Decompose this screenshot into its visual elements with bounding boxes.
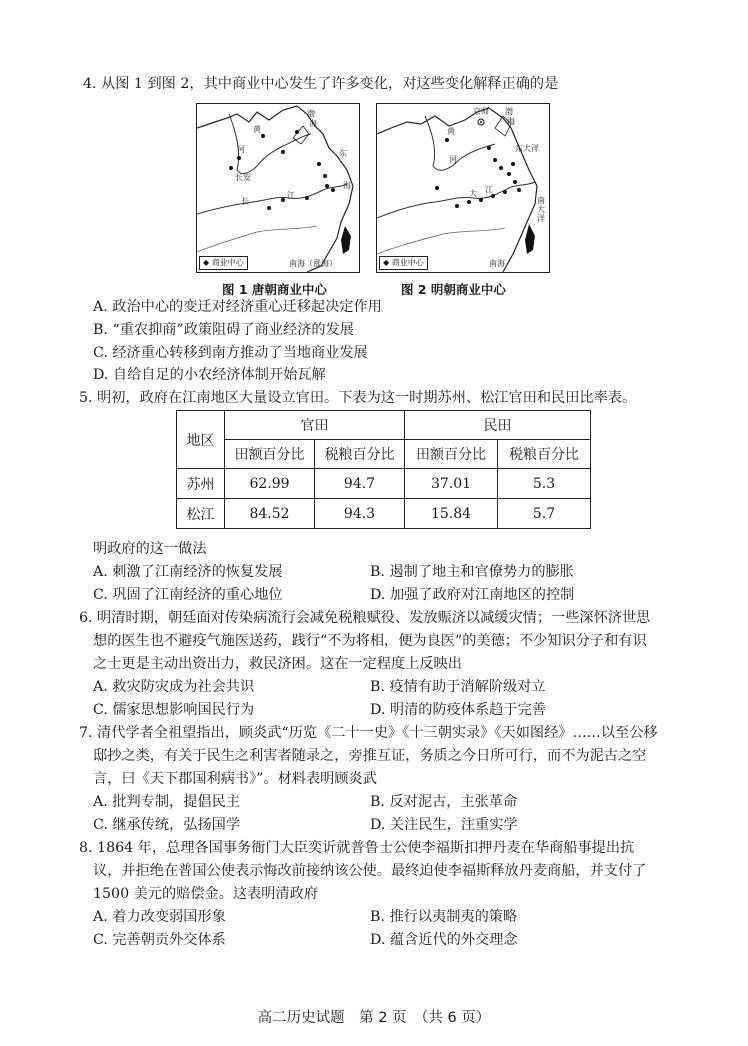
q5-header-civil: 民田 [405, 411, 591, 440]
map-tang-label-yellow: 黄 [253, 125, 261, 134]
q7-option-c: C. 继承传统，弘扬国学 [93, 817, 241, 833]
q5-subheader-civil-area: 田额百分比 [405, 440, 498, 469]
map-tang-label-eastsea: 海 [343, 181, 351, 190]
map-ming-label-haihai: 海 [507, 117, 515, 126]
map-ming-label-da: 大 [469, 189, 477, 198]
map-tang-label-river: 河 [237, 145, 245, 154]
map-ming-caption: 图 2 明朝商业中心 [401, 282, 506, 297]
map-ming-label-south: 南海 [489, 259, 505, 268]
q5-cell-official-tax: 94.7 [315, 469, 405, 499]
q5-option-a: A. 刺激了江南经济的恢复发展 [93, 564, 283, 580]
map-ming-drawing [377, 104, 549, 272]
map-ming-label-nandayang: 南大洋 [537, 196, 545, 223]
q6-line-2: 想的医生也不避疫气施医送药，践行“不为将相，便为良医”的美德；不少知识分子和有识 [93, 633, 647, 649]
q5-option-c: C. 巩固了江南经济的重心地位 [93, 587, 283, 603]
map-ming-label-yellow: 黄 [447, 127, 455, 136]
q5-cell-civil-tax: 5.7 [498, 499, 591, 529]
q5-table [176, 410, 591, 529]
q6-line-3: 之士更是主动出资出力，救民济困。这在一定程度上反映出 [93, 656, 462, 672]
q6-line-1: 6. 明清时期，朝廷面对传染病流行会减免税粮赋役、发放赈济以减缓灾情；一些深怀济世思 [79, 610, 651, 626]
map-ming-legend: ◆ 商业中心 [379, 256, 428, 270]
q5-cell-region: 松江 [177, 499, 225, 529]
q5-option-d: D. 加强了政府对江南地区的控制 [370, 587, 575, 603]
map-ming-label-river: 河 [449, 155, 457, 164]
q5-cell-region: 苏州 [177, 469, 225, 499]
q4-option-d: D. 自给自足的小农经济体制开始瓦解 [93, 367, 326, 383]
q8-option-b: B. 推行以夷制夷的策略 [370, 909, 518, 925]
map-tang-label-bohai: 渤 [307, 109, 315, 118]
q4-option-b: B. “重农抑商”政策阻碍了商业经济的发展 [93, 322, 354, 338]
q5-subheader-civil-tax: 税粮百分比 [498, 440, 591, 469]
q6-option-b: B. 疫情有助于消解阶级对立 [370, 679, 546, 695]
q4-option-c: C. 经济重心转移到南方推动了当地商业发展 [93, 345, 368, 361]
q8-option-d: D. 蕴含近代的外交理念 [370, 932, 518, 948]
q4-option-a: A. 政治中心的变迁对经济重心迁移起决定作用 [93, 299, 382, 315]
q7-option-a: A. 批判专制，提倡民主 [93, 794, 240, 810]
q8-line-3: 1500 美元的赔偿金。这表明清政府 [93, 886, 319, 902]
q5-header-region: 地区 [177, 411, 225, 469]
table-row [177, 469, 591, 499]
q5-subheader-official-tax: 税粮百分比 [315, 440, 405, 469]
q8-line-2: 议，并拒绝在普国公使表示悔改前接纳该公使。最终迫使李福斯释放丹麦商船，并支付了 [93, 863, 647, 879]
q5-cell-official-area: 84.52 [225, 499, 315, 529]
q7-line-1: 7. 清代学者全祖望指出，顾炎武“历览《二十一史》《十三朝实录》《天如图经》……以至公移 [79, 725, 658, 741]
q5-cell-official-tax: 94.3 [315, 499, 405, 529]
q6-option-c: C. 儒家思想影响国民行为 [93, 702, 255, 718]
q8-line-1: 8. 1864 年，总理各国事务衙门大臣奕䜣就普鲁士公使李福斯扣押丹麦在华商船事提出抗 [79, 840, 635, 856]
q6-option-a: A. 救灾防灾成为社会共识 [93, 679, 255, 695]
map-ming-label-jingshi: 京师 [473, 107, 489, 116]
q8-option-c: C. 完善朝贡外交体系 [93, 932, 226, 948]
q4-stem: 4. 从图 1 到图 2，其中商业中心发生了许多变化，对这些变化解释正确的是 [83, 76, 559, 92]
q5-stem: 5. 明初，政府在江南地区大量设立官田。下表为这一时期苏州、松江官田和民田比率表。 [79, 390, 637, 406]
map-tang-caption: 图 1 唐朝商业中心 [222, 282, 327, 297]
map-ming-label-dongdayang: 东大洋 [515, 144, 539, 153]
table-row [177, 499, 591, 529]
q5-header-official: 官田 [225, 411, 405, 440]
map-ming-label-bohai: 渤 [505, 107, 513, 116]
q8-option-a: A. 着力改变弱国形象 [93, 909, 226, 925]
q5-cell-civil-area: 15.84 [405, 499, 498, 529]
q5-cell-official-area: 62.99 [225, 469, 315, 499]
map-tang-drawing [197, 104, 359, 272]
map-ming [376, 103, 550, 273]
map-tang-label-changan: 长安 [235, 173, 251, 182]
q7-line-3: 言，曰《天下郡国利病书》”。材料表明顾炎武 [93, 771, 377, 787]
q5-prompt: 明政府的这一做法 [93, 541, 207, 557]
q6-option-d: D. 明清的防疫体系趋于完善 [370, 702, 546, 718]
q5-cell-civil-area: 37.01 [405, 469, 498, 499]
q7-option-d: D. 关注民生，注重实学 [370, 817, 518, 833]
q7-line-2: 邸抄之类，有关于民生之利害者随录之，旁推互证，务质之今日所可行，而不为泥古之空 [93, 748, 647, 764]
q5-option-b: B. 遏制了地主和官僚势力的膨胀 [370, 564, 574, 580]
map-tang-label-chang: 长 [241, 197, 249, 206]
map-tang [196, 103, 360, 273]
q5-subheader-official-area: 田额百分比 [225, 440, 315, 469]
map-tang-legend: ◆ 商业中心 [199, 256, 248, 270]
map-tang-label-jiang: 江 [287, 191, 295, 200]
map-tang-label-south: 南海（涨海） [289, 259, 337, 268]
map-ming-label-jiang: 江 [485, 185, 493, 194]
map-tang-label-east: 东 [339, 149, 347, 158]
map-tang-label-haihai: 海 [309, 119, 317, 128]
page-footer: 高二历史试题 第 2 页 （共 6 页） [257, 1010, 491, 1026]
q7-option-b: B. 反对泥古，主张革命 [370, 794, 518, 810]
q5-cell-civil-tax: 5.3 [498, 469, 591, 499]
